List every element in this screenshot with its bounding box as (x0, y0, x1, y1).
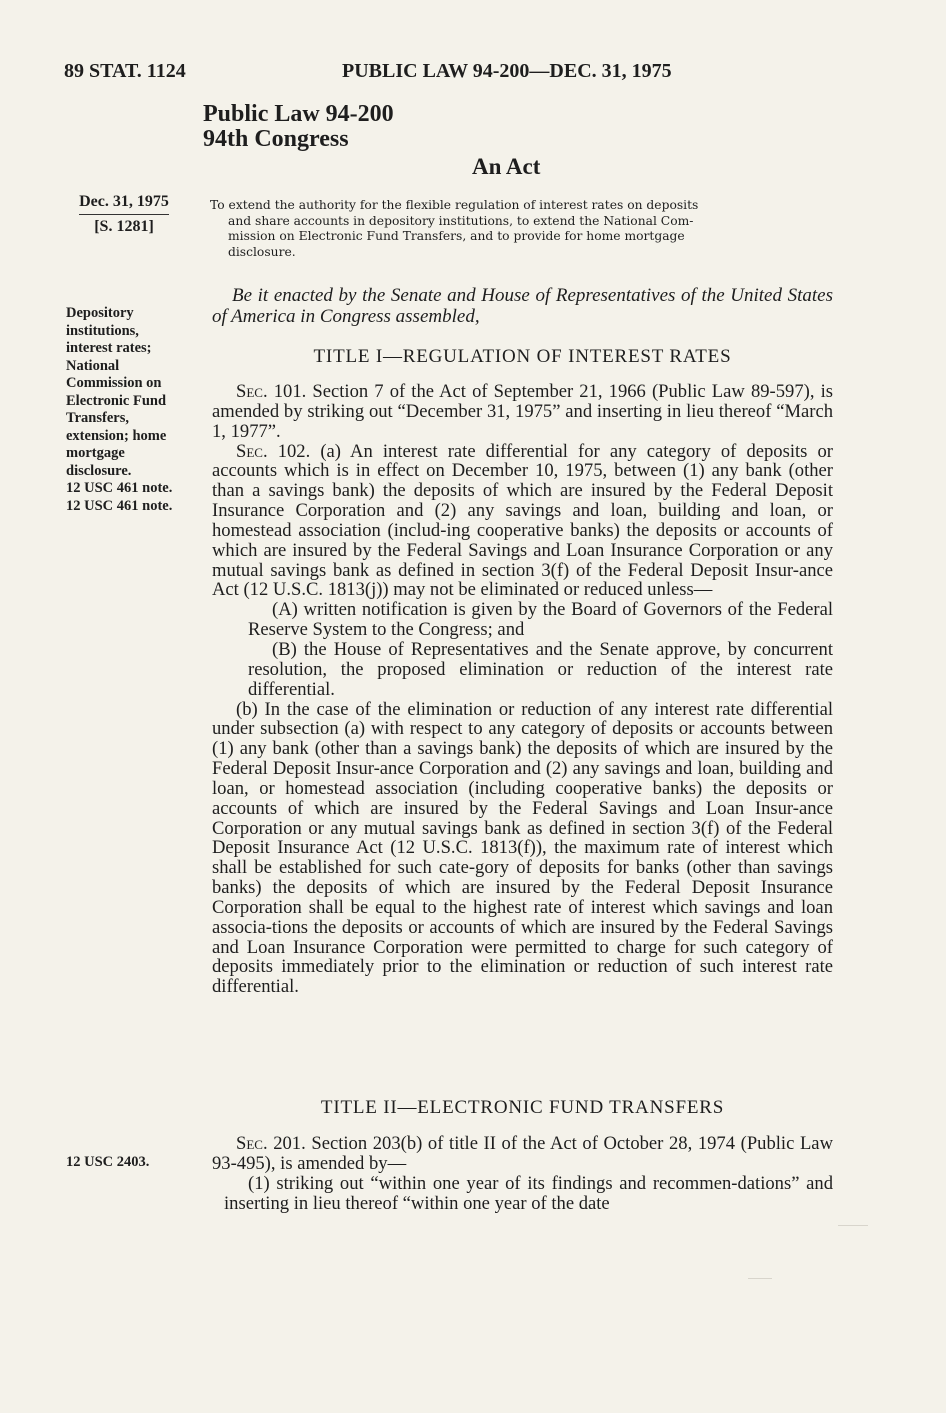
law-title (203, 102, 394, 152)
margin-note-line: institutions, (66, 322, 139, 339)
summary-line: disclosure. (228, 244, 296, 259)
summary-line: To extend the authority for the flexible regulation of interest rates on deposits (210, 198, 699, 212)
margin-note-line: extension; home (66, 427, 167, 444)
bill-number: [S. 1281] (94, 218, 154, 235)
clause-1: (1) striking out “within one year of its findings and recommen-dations” and inserting in lieu thereof “within one year of the date (224, 1172, 833, 1214)
act-summary (210, 198, 833, 260)
clause-a: (A) written notification is given by the Board of Governors of the Federal Reserve System to the Congress; and (248, 599, 833, 641)
bleed-through-mark (838, 1225, 868, 1226)
margin-note-line: interest rates; (66, 340, 152, 356)
public-law-number: Public Law 94-200 (203, 101, 394, 127)
margin-note-line: National (66, 357, 120, 374)
margin-notes (66, 305, 206, 515)
section-102-a-text: 102. (a) An interest rate differential for any category of deposits or accounts which is in effect on December 10, 1975, between (1) any bank (other than a savings bank) the deposits of which are insured by the Federal Deposit Insurance Corporation and (2) any savings and loan, building and loan, or homestead association (includ-ing cooperative banks) the deposits or accounts of which are insured by the Federal Savings and Loan Insurance Corporation or any mutual savings bank as defined in section 3(f) of the Federal Deposit Insur-ance Act (12 U.S.C. 1813(j)) may not be eliminated or reduced unless— (212, 440, 833, 601)
page-stat-number: 89 STAT. 1124 (64, 60, 186, 82)
title-2-body (212, 1134, 833, 1213)
usc-2403-note: 12 USC 2403. (66, 1154, 150, 1170)
margin-note-line: mortgage (66, 445, 125, 461)
title-1-heading: TITLE I—REGULATION OF INTEREST RATES (313, 346, 732, 367)
margin-note-line: disclosure. (66, 462, 132, 479)
usc-citation-note: 12 USC 461 note. (66, 480, 173, 496)
enactment-date: Dec. 31, 1975 (79, 192, 169, 215)
section-101-text: 101. Section 7 of the Act of September 21, 1966 (Public Law 89-597), is amended by striking out “December 31, 1975” and inserting in lieu thereof “March 1, 1977”. (212, 381, 833, 442)
congress-number: 94th Congress (203, 126, 349, 152)
bleed-through-mark (748, 1278, 772, 1279)
section-label: Sec. (236, 440, 268, 462)
margin-note-line: Electronic Fund (66, 392, 167, 409)
section-label: Sec. (236, 1133, 268, 1154)
section-201-text: 201. Section 203(b) of title II of the Act of October 28, 1974 (Public Law 93-495), is amended by— (212, 1133, 833, 1174)
running-header: PUBLIC LAW 94-200—DEC. 31, 1975 (342, 60, 672, 82)
date-box (64, 192, 184, 237)
section-102-a (212, 442, 833, 601)
section-101 (212, 382, 833, 442)
clause-b: (B) the House of Representatives and the Senate approve, by concurrent resolution, the proposed elimination or reduction of the interest rate differential. (248, 638, 833, 700)
margin-note-line: Commission on (66, 375, 162, 391)
section-102-b: (b) In the case of the elimination or reduction of any interest rate differential under subsection (a) with respect to any category of deposits or accounts between (1) any bank (other than a savings bank) the deposits of which are insured by the Federal Deposit Insur-ance Corporation and (2) any savings and loan, building and loan, or homestead association (including cooperative banks) the deposits or accounts of which are insured by the Federal Savings and Loan Insur-ance Corporation or any mutual savings bank as defined in section 3(f) of the Federal Deposit Insurance Act (12 U.S.C. 1813(f)), the maximum rate of interest which shall be established for such cate-gory of deposits for banks (other than savings banks) the deposits of which are insured by the Federal Deposit Insurance Corporation shall be equal to the highest rate of interest which savings and loan associa-tions the deposits or accounts of which are insured by the Federal Savings and Loan Insurance Corporation were permitted to charge for such category of deposits immediately prior to the elimination or reduction of such interest rate differential. (212, 698, 833, 998)
section-201 (212, 1134, 833, 1174)
summary-line: mission on Electronic Fund Transfers, and to provide for home mortgage (228, 229, 685, 243)
an-act-heading: An Act (472, 154, 541, 179)
summary-line: and share accounts in depository institutions, to extend the National Com- (228, 213, 694, 228)
usc-citation-note: 12 USC 461 note. (66, 497, 173, 514)
title-2-heading: TITLE II—ELECTRONIC FUND TRANSFERS (320, 1097, 725, 1118)
title-1-body (212, 382, 833, 997)
section-label: Sec. (236, 381, 268, 402)
margin-note-line: Depository (66, 305, 134, 321)
enacting-clause: Be it enacted by the Senate and House of Representatives of the United States of America in Congress assembled, (212, 285, 833, 327)
margin-note-line: Transfers, (66, 410, 129, 426)
